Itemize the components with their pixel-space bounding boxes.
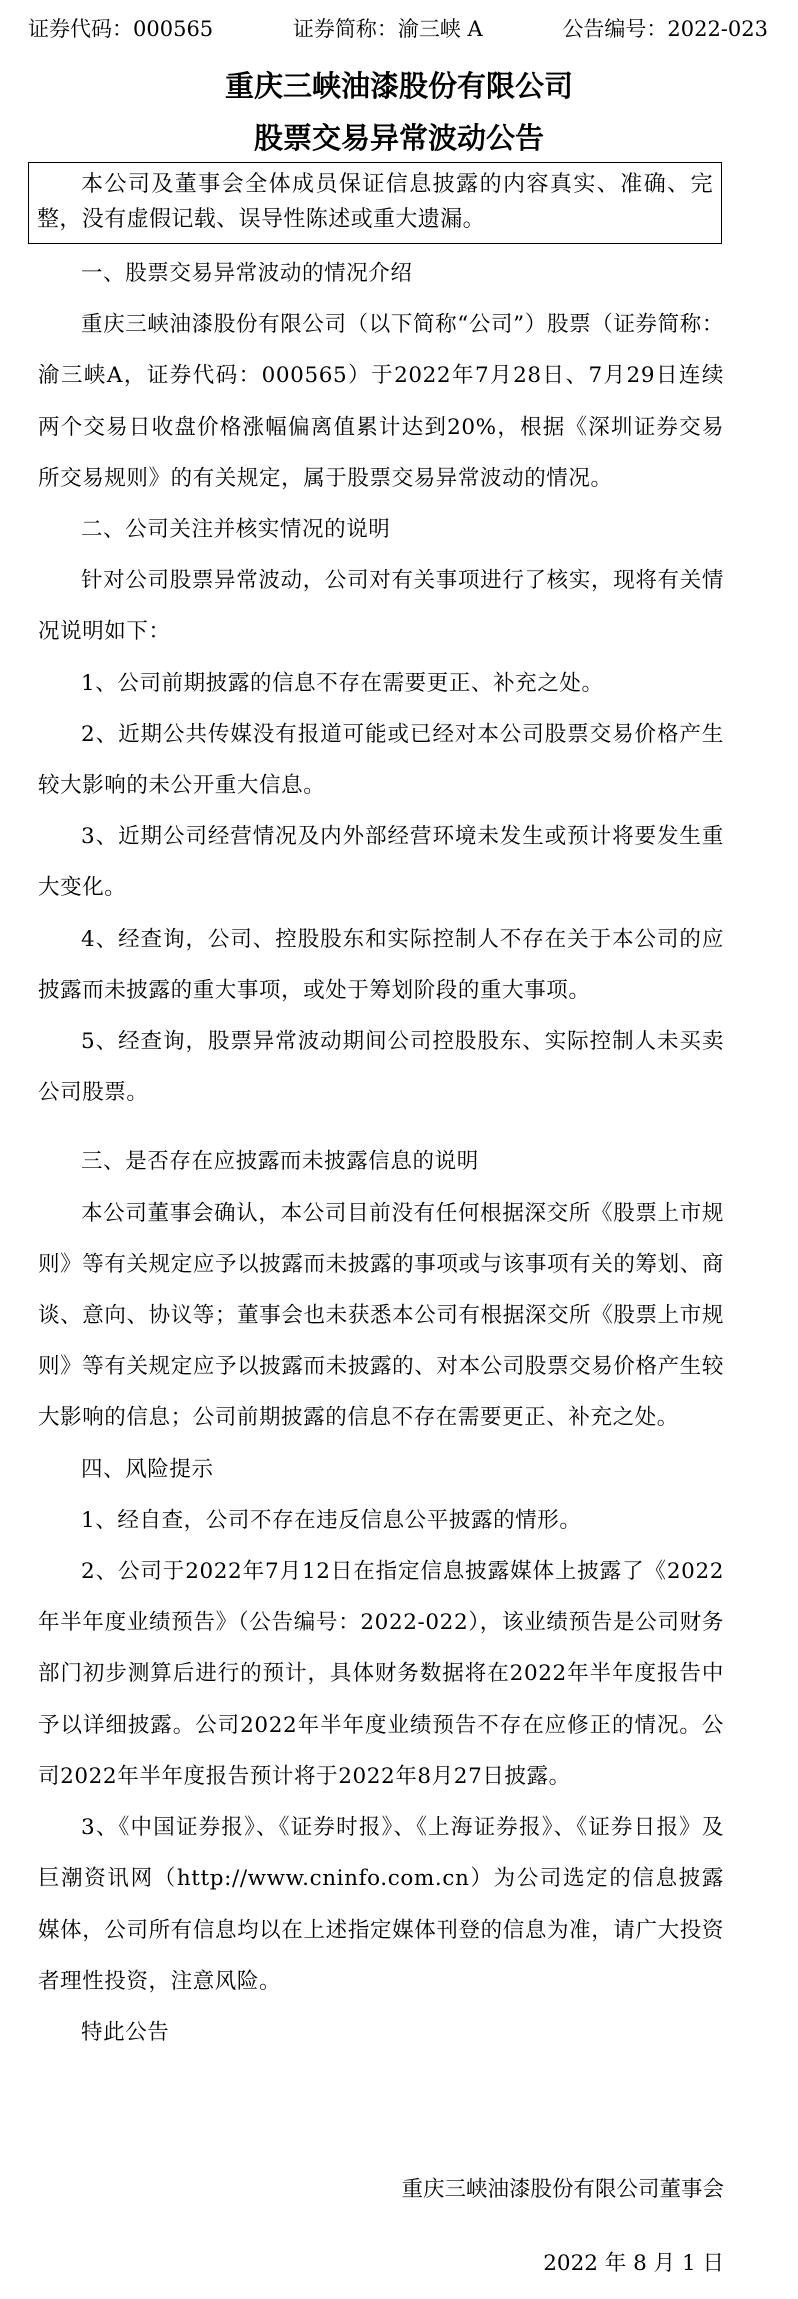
document-title: 股票交易异常波动公告: [253, 121, 544, 155]
section-heading-1: 一、股票交易异常波动的情况介绍: [81, 261, 413, 286]
section-2-item-4: 4、经查询，公司、控股股东和实际控制人不存在关于本公司的应披露而未披露的重大事项，或处于筹划阶段的重大事项。: [38, 926, 724, 1003]
document-body: [38, 248, 724, 2058]
section-4-item-1: 1、经自查，公司不存在违反信息公平披露的情形。: [81, 1507, 582, 1533]
section-4-item-3: 3、《中国证券报》、《证券时报》、《上海证券报》、《证券日报》及巨潮资讯网（http://www.cninfo.com.cn）为公司选定的信息披露媒体，公司所有信息均以在上述指定媒体刊登的信息为准，请广大投资者理性投资，注意风险。: [38, 1815, 724, 1994]
signature-organization: 重庆三峡油漆股份有限公司董事会: [401, 2177, 724, 2202]
section-2-item-5: 5、经查询，股票异常波动期间公司控股股东、实际控制人未买卖公司股票。: [38, 1029, 724, 1106]
announcement-number: 公告编号：2022-023: [562, 17, 768, 41]
disclaimer-box: 本公司及董事会全体成员保证信息披露的内容真实、准确、完整，没有虚假记载、误导性陈述或重大遗漏。: [28, 162, 722, 244]
closing-line: 特此公告: [81, 2019, 170, 2045]
section-2-paragraph: 针对公司股票异常波动，公司对有关事项进行了核实，现将有关情况说明如下：: [38, 568, 724, 645]
section-heading-3: 三、是否存在应披露而未披露信息的说明: [81, 1149, 479, 1175]
document-header: [28, 14, 768, 44]
section-heading-2: 二、公司关注并核实情况的说明: [81, 517, 391, 543]
signature-date: 2022 年 8 月 1 日: [543, 2251, 724, 2276]
stock-abbreviation: 证券简称：渝三峡 A: [292, 17, 483, 41]
section-2-item-3: 3、近期公司经营情况及内外部经营环境未发生或预计将要发生重大变化。: [38, 824, 724, 901]
section-heading-4: 四、风险提示: [81, 1456, 214, 1482]
section-3-paragraph: 本公司董事会确认，本公司目前没有任何根据深交所《股票上市规则》等有关规定应予以披露而未披露的事项或与该事项有关的筹划、商谈、意向、协议等；董事会也未获悉本公司有根据深交所《股票上市规则》等有关规定应予以披露而未披露的、对本公司股票交易价格产生较大影响的信息；公司前期披露的信息不存在需要更正、补充之处。: [38, 1200, 724, 1431]
section-1-paragraph: 重庆三峡油漆股份有限公司（以下简称“公司”）股票（证券简称：渝三峡A，证券代码：000565）于2022年7月28日、7月29日连续两个交易日收盘价格涨幅偏离值累计达到20%，根据《深圳证券交易所交易规则》的有关规定，属于股票交易异常波动的情况。: [38, 312, 724, 491]
section-2-item-1: 1、公司前期披露的信息不存在需要更正、补充之处。: [81, 670, 604, 696]
company-title: 重庆三峡油漆股份有限公司: [224, 69, 573, 103]
section-4-item-2: 2、公司于2022年7月12日在指定信息披露媒体上披露了《2022年半年度业绩预告》（公告编号：2022-022），该业绩预告是公司财务部门初步测算后进行的预计，具体财务数据将在2022年半年度报告中予以详细披露。公司2022年半年度业绩预告不存在应修正的情况。公司2022年半年度报告预计将于2022年8月27日披露。: [38, 1559, 724, 1789]
section-2-item-2: 2、近期公共传媒没有报道可能或已经对本公司股票交易价格产生较大影响的未公开重大信息。: [38, 721, 724, 799]
section-spacer: [38, 1118, 724, 1136]
stock-code: 证券代码：000565: [28, 17, 214, 41]
